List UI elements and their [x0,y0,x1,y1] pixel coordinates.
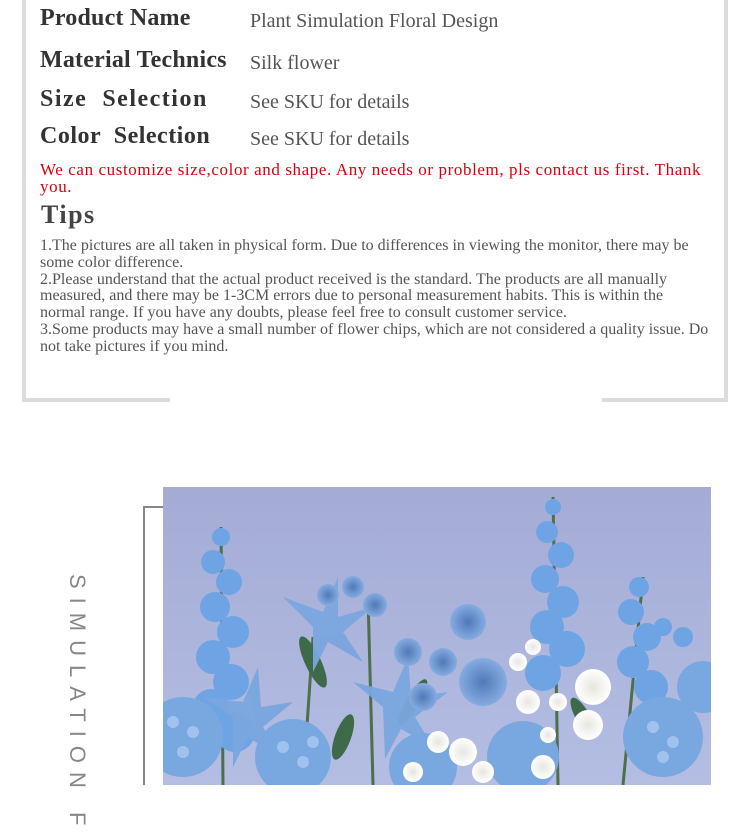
tip-item: 3.Some products may have a small number of flower chips, which are not considered a quality issue. Do not take pictures if you mind. [40,320,709,355]
tips-title: Tips [41,200,96,229]
spec-label-product-name: Product Name [40,5,191,31]
tips-list [40,238,712,356]
section-bracket-top [143,506,164,508]
spec-label-color: Color Selection [40,123,211,149]
spec-row-color [40,123,210,150]
spec-label-size: Size Selection [40,86,208,112]
tip-item: 1.The pictures are all taken in physical form. Due to differences in viewing the monitor, there may be some color difference. [40,237,689,271]
spec-value-size: See SKU for details [250,91,410,113]
spec-value-material: Silk flower [250,52,340,74]
tip-item: 2.Please understand that the actual product received is the standard. The products are all manually measured, and there may be 1-3CM errors due to personal measurement habits. This is within the normal range. If you have any doubts, please feel free to consult customer service. [40,270,668,322]
customization-notice: We can customize size,color and shape. Any needs or problem, pls contact us first. Thank you. [40,160,702,196]
spec-value-product-name: Plant Simulation Floral Design [250,10,499,32]
frame-gap [170,398,602,406]
blue-floral-arrangement-photo [163,487,711,785]
spec-row-size [40,86,208,113]
spec-row-material [40,47,227,74]
section-vertical-title: SIMULATION F [65,574,90,834]
spec-value-color: See SKU for details [250,128,410,150]
section-bracket-side [143,506,145,785]
spec-label-material: Material Technics [40,47,227,73]
spec-row-product-name [40,5,191,32]
